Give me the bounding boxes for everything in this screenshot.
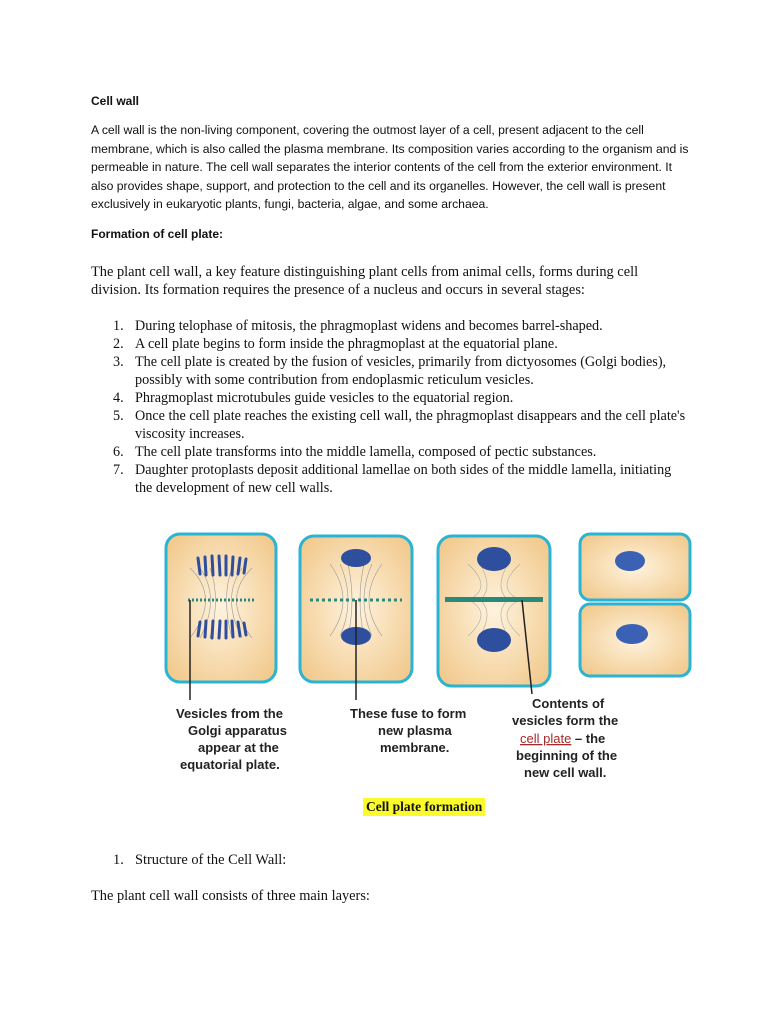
label-line: – the [571,731,606,746]
label-line: Contents of [532,696,605,711]
label-line: beginning of the [516,748,618,763]
list-item [91,353,691,389]
cell-plate-link[interactable]: cell plate [520,731,572,746]
cell-stage-2 [300,536,412,700]
list-text: The cell plate transforms into the middle lamella, composed of pectic substances. [135,444,597,460]
figure-caption: Cell plate formation [363,798,485,816]
list-text: Structure of the Cell Wall: [135,852,287,868]
nucleus [477,547,511,571]
list-number: 1. [113,318,124,334]
heading-formation-of-cell-plate: Formation of cell plate: [91,227,224,241]
heading-cell-wall: Cell wall [91,94,140,108]
label-line: appear at the [198,740,279,755]
list-text: Phragmoplast microtubules guide vesicles to the equatorial region. [135,390,514,406]
formation-steps-list [91,317,691,497]
label-line: Vesicles from the [176,706,283,721]
cell-stage-4 [580,534,690,676]
list-item [91,389,691,407]
list-text: The cell plate is created by the fusion of vesicles, primarily from dictyosomes (Golgi bodies), possibly with some contribution from endoplasmic reticulum vesicles. [135,354,667,388]
list-text: Daughter protoplasts deposit additional lamellae on both sides of the middle lamella, initiating the development of new cell walls. [135,462,672,496]
label-line: These fuse to form [350,706,467,721]
list-number: 5. [113,408,124,424]
cell-stage-3 [438,536,550,694]
list-item [91,461,691,497]
cell-stage-1 [166,534,276,700]
label-line: new plasma [378,723,452,738]
nucleus [616,624,648,644]
list-number: 1. [113,852,124,868]
paragraph-cell-wall: A cell wall is the non-living component, covering the outmost layer of a cell, present adjacent to the cell membrane, which is also called the plasma membrane. Its composition varies according to the organism and is permeable in nature. The cell wall separates the interior contents of the cell from the exterior environment. It also provides shape, support, and protection to the cell and its organelles. However, the cell wall is present exclusively in eukaryotic plants, fungi, bacteria, algae, and some archaea. [91,123,689,212]
nucleus [341,549,371,567]
list-item [91,317,691,335]
structure-list-item [113,852,286,869]
cell-plate-formation-figure [160,528,700,788]
label-line: membrane. [380,740,450,755]
list-number: 2. [113,336,124,352]
list-text: A cell plate begins to form inside the phragmoplast at the equatorial plane. [135,336,558,352]
nucleus [477,628,511,652]
label-line: vesicles form the [512,713,619,728]
paragraph-layers: The plant cell wall consists of three main layers: [91,888,370,904]
label-line: equatorial plate. [180,757,280,772]
label-line: Golgi apparatus [188,723,287,738]
list-item [91,443,691,461]
list-text: Once the cell plate reaches the existing cell wall, the phragmoplast disappears and the cell plate's viscosity increases. [135,408,686,442]
list-item [91,407,691,443]
figure-label-contents [512,696,622,780]
nucleus [615,551,645,571]
list-number: 7. [113,462,124,478]
paragraph-plant-cell-wall: The plant cell wall, a key feature distinguishing plant cells from animal cells, forms during cell division. Its formation requires the presence of a nucleus and occurs in several stages: [91,264,639,298]
cell-plate [445,597,543,602]
figure-label-fuse [350,706,470,755]
list-number: 3. [113,354,124,370]
list-item [91,335,691,353]
list-number: 4. [113,390,124,406]
figure-label-vesicles [176,706,291,772]
list-number: 6. [113,444,124,460]
list-text: During telophase of mitosis, the phragmoplast widens and becomes barrel-shaped. [135,318,603,334]
label-line: new cell wall. [524,765,607,780]
